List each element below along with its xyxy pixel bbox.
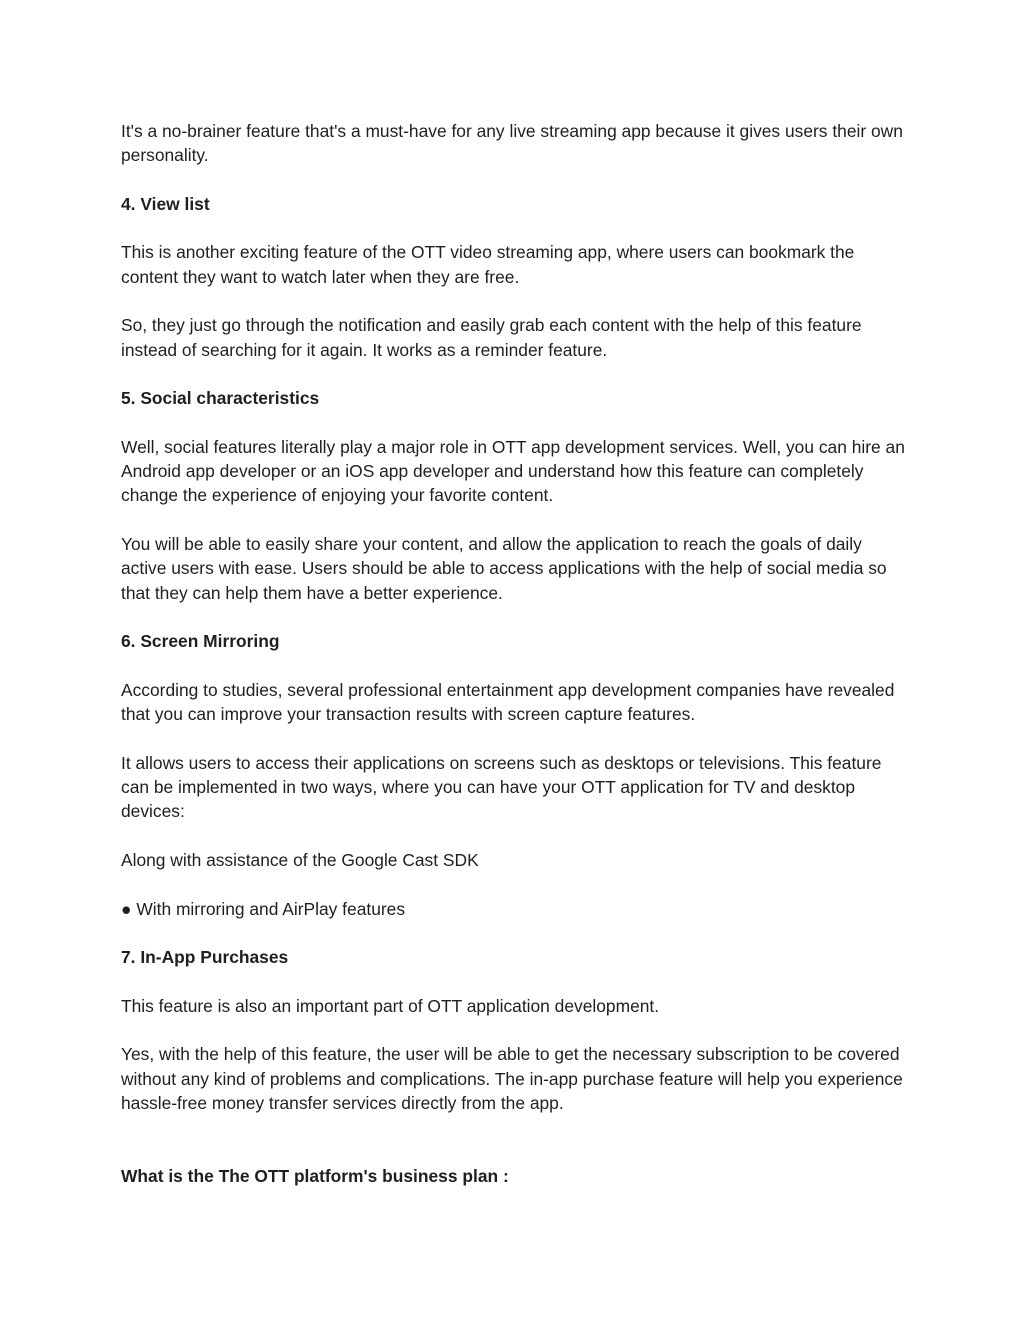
- paragraph-google-cast: Along with assistance of the Google Cast SDK: [121, 849, 479, 870]
- heading-view-list: 4. View list: [121, 193, 210, 214]
- paragraph-screens: It allows users to access their applications on screens such as desktops or televisions. This feature can be implemented in two ways, where you can have your OTT application for TV and desktop devices:: [121, 752, 882, 822]
- paragraph-studies: According to studies, several professional entertainment app development companies have revealed that you can improve your transaction results with screen capture features.: [121, 679, 895, 725]
- paragraph-personality: It's a no-brainer feature that's a must-have for any live streaming app because it gives users their own personality.: [121, 121, 903, 166]
- paragraph-important-part: This feature is also an important part of OTT application development.: [121, 995, 660, 1016]
- heading-screen-mirroring: 6. Screen Mirroring: [121, 631, 280, 652]
- paragraph-share-content: You will be able to easily share your content, and allow the application to reach the goals of daily active users with ease. Users should be able to access applications with the help of social media so that they can help them have a better experience.: [121, 534, 887, 603]
- heading-in-app-purchases: 7. In-App Purchases: [121, 947, 289, 968]
- paragraph-bookmark: This is another exciting feature of the OTT video streaming app, where users can bookmark the content they want to watch later when they are free.: [121, 242, 855, 287]
- heading-business-plan: What is the The OTT platform's business plan :: [121, 1165, 509, 1186]
- bullet-airplay: ● With mirroring and AirPlay features: [121, 898, 406, 919]
- document-body: [121, 119, 911, 1212]
- paragraph-social-role: Well, social features literally play a major role in OTT app development services. Well, you can hire an Android app developer or an iOS app developer and understand how this feature can completely change the experience of enjoying your favorite content.: [121, 436, 905, 506]
- paragraph-reminder: So, they just go through the notification and easily grab each content with the help of this feature instead of searching for it again. It works as a reminder feature.: [121, 315, 862, 360]
- heading-social-characteristics: 5. Social characteristics: [121, 388, 320, 409]
- paragraph-subscription: Yes, with the help of this feature, the user will be able to get the necessary subscription to be covered without any kind of problems and complications. The in-app purchase feature will help you experience hassle-free money transfer services directly from the app.: [121, 1044, 903, 1113]
